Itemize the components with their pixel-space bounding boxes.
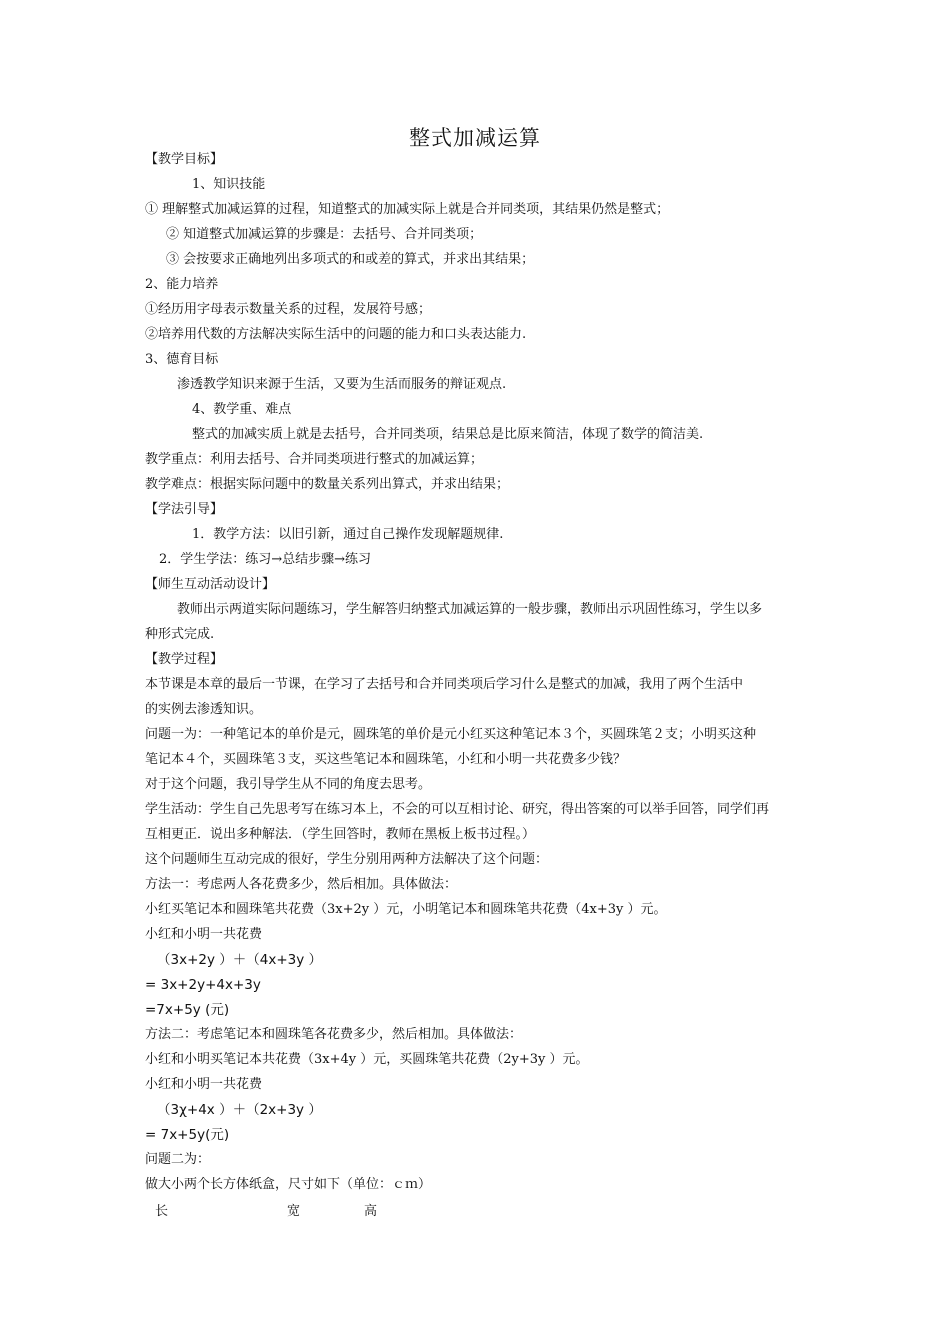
- subheading-knowledge-skills: 1、知识技能: [192, 177, 266, 192]
- text-line: 问题二为：: [145, 1152, 211, 1167]
- text-line: 的实例去渗透知识。: [145, 702, 263, 717]
- text-line: 方法二：考虑笔记本和圆珠笔各花费多少，然后相加。具体做法：: [145, 1027, 523, 1042]
- text-line: 这个问题师生互动完成的很好，学生分别用两种方法解决了这个问题：: [145, 852, 549, 867]
- text-line: ③ 会按要求正确地列出多项式的和或差的算式，并求出其结果；: [166, 252, 535, 267]
- subheading-ability: 2、能力培养: [145, 277, 219, 292]
- table-header-width: 宽: [287, 1204, 301, 1219]
- text-line: ①经历用字母表示数量关系的过程，发展符号感；: [145, 302, 432, 317]
- section-heading-learning-guide: 【学法引导】: [145, 502, 224, 517]
- text-line: ① 理解整式加减运算的过程，知道整式的加减实际上就是合并同类项，其结果仍然是整式；: [145, 202, 670, 217]
- document-title: 整式加减运算: [409, 126, 541, 150]
- text-line: 方法一：考虑两人各花费多少，然后相加。具体做法：: [145, 877, 458, 892]
- text-line: 做大小两个长方体纸盒，尺寸如下（单位：ｃｍ）: [145, 1177, 432, 1192]
- section-heading-teaching-process: 【教学过程】: [145, 652, 224, 667]
- text-line: 教学重点：利用去括号、合并同类项进行整式的加减运算；: [145, 452, 484, 467]
- section-heading-interaction-design: 【师生互动活动设计】: [145, 577, 276, 592]
- subheading-moral-goal: 3、德育目标: [145, 352, 219, 367]
- text-line: 整式的加减实质上就是去括号，合并同类项，结果总是比原来简洁，体现了数学的简洁美.: [192, 427, 704, 442]
- text-line: ② 知道整式加减运算的步骤是：去括号、合并同类项；: [166, 227, 483, 242]
- text-line: 教师出示两道实际问题练习，学生解答归纳整式加减运算的一般步骤，教师出示巩固性练习，学生以多: [177, 602, 763, 617]
- text-line: 学生活动：学生自己先思考写在练习本上，不会的可以互相讨论、研究，得出答案的可以举手回答，同学们再: [145, 802, 770, 817]
- table-header-length: 长: [155, 1204, 169, 1219]
- math-expression: = 3x+2y+4x+3y: [145, 977, 261, 993]
- math-expression: =7x+5y (元): [145, 1002, 230, 1018]
- text-line: 2．学生学法：练习→总结步骤→练习: [159, 552, 372, 567]
- text-line: 教学难点：根据实际问题中的数量关系列出算式，并求出结果；: [145, 477, 510, 492]
- text-line: 小红和小明一共花费: [145, 927, 263, 942]
- section-heading-teaching-goals: 【教学目标】: [145, 152, 224, 167]
- subheading-key-points: 4、教学重、难点: [192, 402, 292, 417]
- text-line: 小红和小明买笔记本共花费（3x+4y ）元，买圆珠笔共花费（2y+3y ）元。: [145, 1052, 589, 1067]
- text-line: 对于这个问题，我引导学生从不同的角度去思考。: [145, 777, 432, 792]
- text-line: 问题一为：一种笔记本的单价是元，圆珠笔的单价是元小红买这种笔记本３个，买圆珠笔２支；小明买这种: [145, 727, 757, 742]
- table-header-height: 高: [364, 1204, 378, 1219]
- text-line: 1．教学方法：以旧引新，通过自己操作发现解题规律.: [192, 527, 504, 542]
- text-line: 小红和小明一共花费: [145, 1077, 263, 1092]
- text-line: 互相更正．说出多种解法．（学生回答时，教师在黑板上板书过程。）: [145, 827, 536, 842]
- text-line: 笔记本４个，买圆珠笔３支，买这些笔记本和圆珠笔，小红和小明一共花费多少钱？: [145, 752, 627, 767]
- math-expression: （3χ+4x ）＋（2x+3y ）: [157, 1102, 322, 1118]
- math-expression: = 7x+5y(元): [145, 1127, 230, 1143]
- text-line: ②培养用代数的方法解决实际生活中的问题的能力和口头表达能力.: [145, 327, 527, 342]
- text-line: 本节课是本章的最后一节课，在学习了去括号和合并同类项后学习什么是整式的加减，我用了两个生活中: [145, 677, 744, 692]
- text-line: 渗透教学知识来源于生活，又要为生活而服务的辩证观点.: [177, 377, 507, 392]
- math-expression: （3x+2y ）＋（4x+3y ）: [157, 952, 323, 968]
- text-line: 小红买笔记本和圆珠笔共花费（3x+2y ）元，小明笔记本和圆珠笔共花费（4x+3y ）元。: [145, 902, 667, 917]
- text-line: 种形式完成.: [145, 627, 215, 642]
